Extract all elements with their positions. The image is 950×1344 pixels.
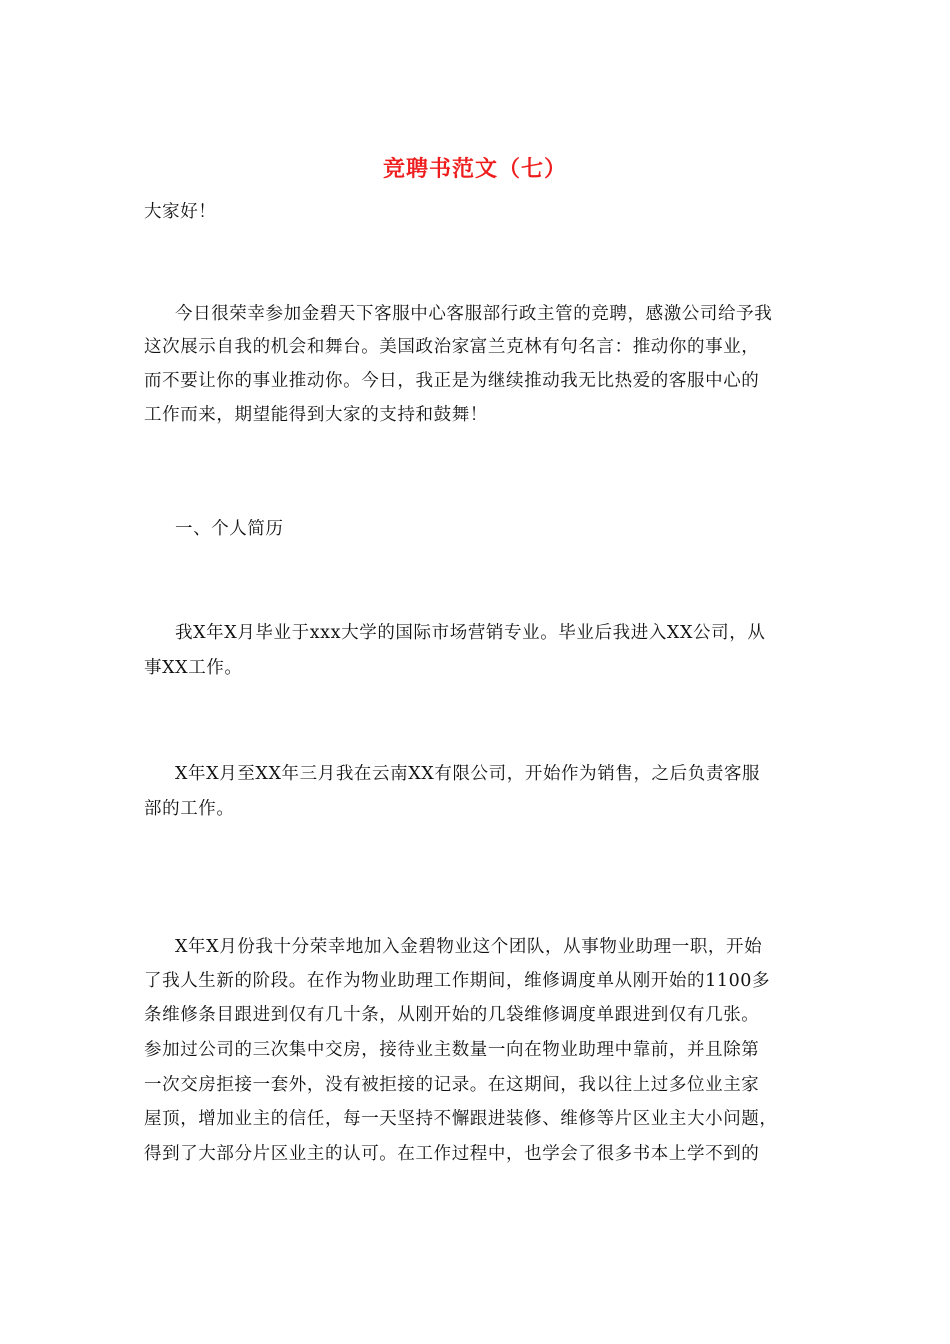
greeting: 大家好！ <box>144 202 217 222</box>
paragraph-4-line-1: X年X月份我十分荣幸地加入金碧物业这个团队，从事物业助理一职，开始 <box>175 937 763 957</box>
paragraph-4-line-2: 了我人生新的阶段。在作为物业助理工作期间，维修调度单从刚开始的1100多 <box>144 971 771 991</box>
paragraph-4-line-4: 参加过公司的三次集中交房，接待业主数量一向在物业助理中靠前，并且除第 <box>144 1040 760 1060</box>
paragraph-4-line-3: 条维修条目跟进到仅有几十条，从刚开始的几袋维修调度单跟进到仅有几张。 <box>144 1005 760 1025</box>
paragraph-1-line-2: 这次展示自我的机会和舞台。美国政治家富兰克林有句名言：推动你的事业， <box>144 337 760 357</box>
paragraph-4-line-7: 得到了大部分片区业主的认可。在工作过程中，也学会了很多书本上学不到的 <box>144 1144 760 1164</box>
paragraph-1-line-4: 工作而来，期望能得到大家的支持和鼓舞！ <box>144 405 488 425</box>
section-heading-resume: 一、个人简历 <box>175 519 284 539</box>
paragraph-3-line-2: 部的工作。 <box>144 799 235 819</box>
paragraph-1-line-3: 而不要让你的事业推动你。今日，我正是为继续推动我无比热爱的客服中心的 <box>144 371 760 391</box>
paragraph-2-line-1: 我X年X月毕业于xxx大学的国际市场营销专业。毕业后我进入XX公司，从 <box>175 623 766 643</box>
document-title: 竞聘书范文（七） <box>382 156 567 182</box>
paragraph-4-line-6: 屋顶，增加业主的信任，每一天坚持不懈跟进装修、维修等片区业主大小问题， <box>144 1109 778 1129</box>
paragraph-1-line-1: 今日很荣幸参加金碧天下客服中心客服部行政主管的竞聘，感激公司给予我 <box>175 304 773 324</box>
paragraph-4-line-5: 一次交房拒接一套外，没有被拒接的记录。在这期间，我以往上过多位业主家 <box>144 1075 760 1095</box>
paragraph-3-line-1: X年X月至XX年三月我在云南XX有限公司，开始作为销售，之后负责客服 <box>175 764 761 784</box>
paragraph-2-line-2: 事XX工作。 <box>144 658 243 678</box>
